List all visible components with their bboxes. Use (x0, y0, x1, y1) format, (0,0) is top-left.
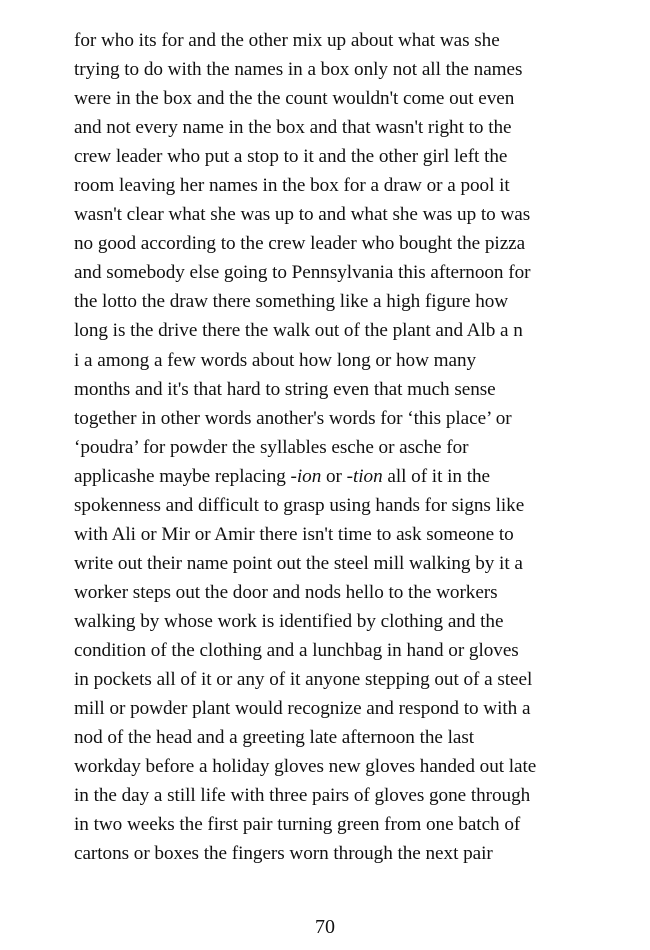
text-line: and not every name in the box and that wasn't right to the (74, 117, 512, 139)
italic-suffix-ion: -ion (290, 465, 322, 487)
text-line: for who its for and the other mix up about what was she (74, 30, 500, 51)
text-line: with Ali or Mir or Amir there isn't time to ask someone to (74, 523, 514, 545)
text-span: applicashe maybe replacing (74, 465, 291, 487)
text-line: cartons or boxes the fingers worn through the next pair (74, 843, 493, 865)
text-span: all of it in the (382, 465, 490, 487)
text-line: no good according to the crew leader who bought the pizza (74, 233, 526, 255)
text-line: the lotto the draw there something like a high figure how (74, 291, 509, 313)
text-line: i a among a few words about how long or how many (74, 349, 477, 371)
text-span: or (321, 465, 347, 487)
text-line: worker steps out the door and nods hello to the workers (74, 581, 498, 603)
text-line: long is the drive there the walk out of the plant and Alb a n (74, 320, 523, 342)
text-line: trying to do with the names in a box only not all the names (74, 59, 523, 81)
text-line: walking by whose work is identified by clothing and the (74, 610, 504, 632)
text-line: mill or powder plant would recognize and respond to with a (74, 698, 531, 720)
text-line: wasn't clear what she was up to and what she was up to was (74, 204, 531, 226)
page-number: 70 (315, 916, 335, 938)
text-line: months and it's that hard to string even that much sense (74, 378, 496, 400)
text-line: were in the box and the the count wouldn't come out even (74, 88, 515, 110)
text-line: write out their name point out the steel mill walking by it a (74, 552, 523, 574)
text-line: in pockets all of it or any of it anyone stepping out of a steel (74, 669, 533, 691)
italic-suffix-tion: -tion (346, 465, 383, 487)
text-line: crew leader who put a stop to it and the other girl left the (74, 146, 508, 168)
text-line: workday before a holiday gloves new gloves handed out late (74, 756, 537, 778)
text-line: condition of the clothing and a lunchbag in hand or gloves (74, 639, 519, 661)
text-line: and somebody else going to Pennsylvania this afternoon for (74, 262, 531, 284)
text-line: in two weeks the first pair turning green from one batch of (74, 814, 521, 836)
text-line: ‘poudra’ for powder the syllables esche or asche for (74, 436, 469, 458)
text-line: nod of the head and a greeting late afternoon the last (74, 727, 475, 749)
text-line: together in other words another's words for ‘this place’ or (74, 407, 512, 429)
text-line: in the day a still life with three pairs of gloves gone through (74, 785, 531, 807)
page-body-text (74, 26, 594, 868)
text-line: room leaving her names in the box for a draw or a pool it (74, 175, 510, 197)
text-line: spokenness and difficult to grasp using hands for signs like (74, 494, 525, 516)
text-line-with-italics (74, 462, 594, 491)
